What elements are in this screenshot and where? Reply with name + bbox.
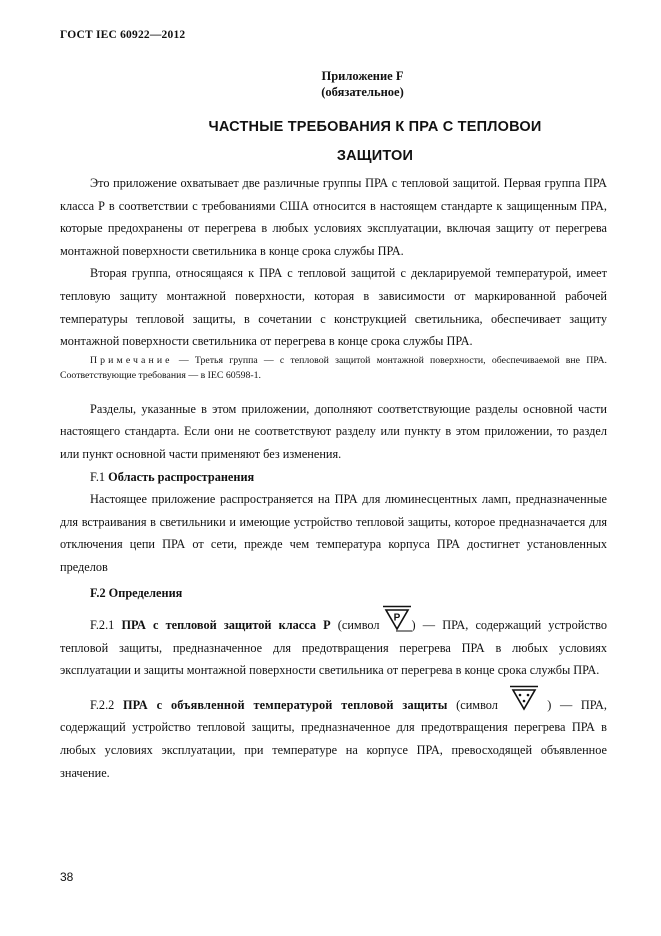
annex-title: Приложение F — [321, 69, 404, 83]
page-number: 38 — [60, 870, 74, 884]
intro-paragraph-2: Вторая группа, относящаяся к ПРА с тепловой защитой с декларируемой температурой, имеет тепловую защиту монтажной поверхности, которая в зависимости от маркированной рабочей температуры тепловой защиты, в сочетании с конструкцией светильника, обеспечивает защиту монтажной поверхности светильника от перегрева в конце срока службы ПРА. — [60, 266, 607, 349]
class-p-symbol-letter: P — [393, 612, 400, 624]
section-f1-heading — [60, 466, 607, 489]
definition-f21-number: F.2.1 — [90, 618, 122, 633]
definition-f22-number: F.2.2 — [90, 697, 123, 712]
annex-status: (обязательное) — [321, 85, 404, 99]
section-f1-text: Настоящее приложение распространяется на ПРА для люминесцентных ламп, предназначенные для встраивания в светильники и имеющие устройство тепловой защиты, которое предназначается для отключения цепи ПРА от сети, прежде чем температура корпуса ПРА достигнет установленных пределов — [60, 492, 607, 574]
note-label: Примечание — [90, 354, 173, 366]
section-f1-title: Область распространения — [108, 469, 255, 484]
class-p-symbol-icon — [382, 611, 410, 633]
definition-f22-symbol-prefix: (символ — [447, 697, 507, 712]
definition-f22-term: ПРА с объявленной температурой тепловой защиты — [122, 697, 448, 712]
declared-temperature-symbol-icon — [509, 691, 537, 713]
intro-paragraph-1: Это приложение охватывает две различные группы ПРА с тепловой защитой. Первая группа ПРА класса Р в соответствии с требованиями США относится в настоящем стандарте к защищенным ПРА, которые предохранены от перегрева в любых условиях эксплуатации, включая защиту от перегрева монтажной поверхности светильника в конце срока службы ПРА. — [60, 176, 607, 258]
definition-f22 — [60, 691, 607, 784]
definition-f22-definition: ) — ПРА, содержащий устройство тепловой защиты, предназначенное для предотвращения перегрева ПРА в любых условиях эксплуатации, при температуре на корпусе ПРА, превосходящей объявленное значение. — [60, 697, 607, 780]
section-f1-number: F.1 — [90, 469, 109, 484]
definition-f21-definition: ) — ПРА, содержащий устройство тепловой защиты, предназначенное для предотвращения перегрева ПРА в любых условиях эксплуатации и защиты монтажной поверхности светильника от перегрева в конце срока службы ПРА. — [60, 618, 608, 678]
definition-f21-term: ПРА с тепловой защитой класса Р — [121, 618, 331, 633]
document-header: ГОСТ IEC 60922—2012 — [60, 29, 186, 41]
annex-heading-line1: ЧАСТНЫЕ ТРЕБОВАНИЯ К ПРА С ТЕПЛОВОИ — [208, 119, 542, 135]
note-text: — Третья группа — с тепловой защитой монтажной поверхности, обеспечиваемой вне ПРА. Соответствующие требования — в IEC 60598-1. — [60, 354, 607, 381]
annex-heading — [150, 113, 600, 171]
document-body — [60, 172, 607, 784]
annex-heading-line2: ЗАЩИТОИ — [336, 148, 414, 164]
definition-f21 — [60, 611, 607, 682]
definition-f21-symbol-prefix: (символ — [330, 618, 380, 633]
note — [60, 353, 607, 383]
intro-paragraph-3: Разделы, указанные в этом приложении, дополняют соответствующие разделы основной части настоящего стандарта. Если они не соответствуют разделу или пункту в этом приложении, то раздел или пункт основной части применяют без изменения. — [60, 401, 607, 461]
section-f2-heading: F.2 Определения — [90, 585, 183, 600]
